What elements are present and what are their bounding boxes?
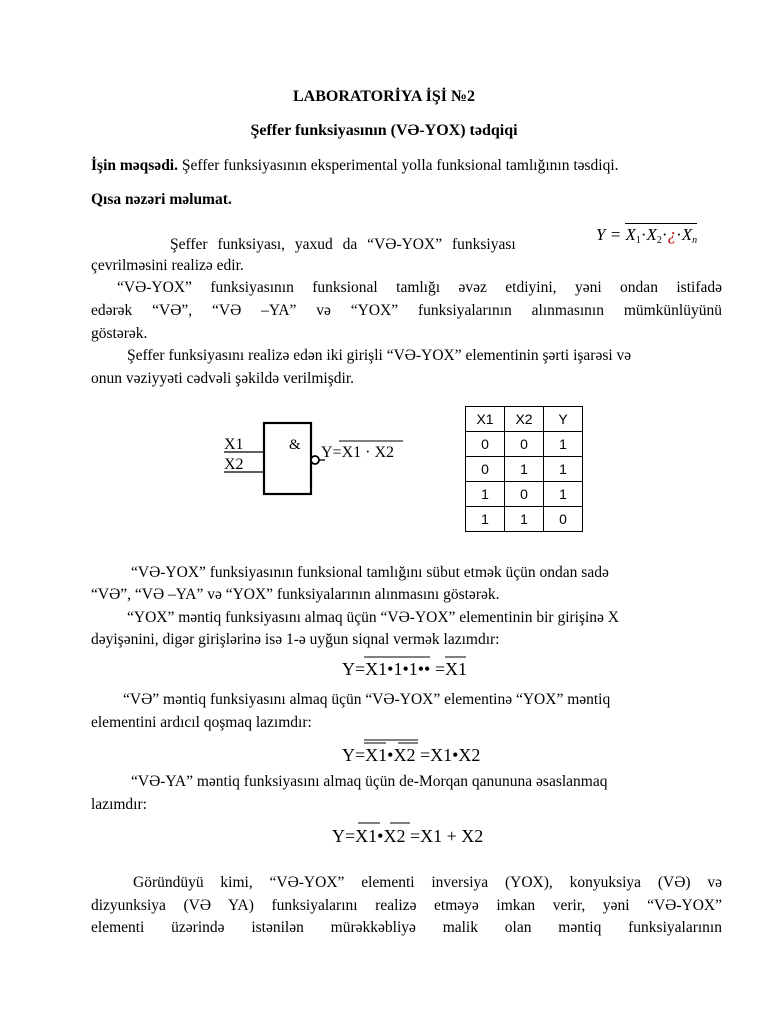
formula-lhs: Y = xyxy=(596,225,622,244)
table-row xyxy=(466,482,583,507)
p4-line1: “VƏ-YOX” funksiyasının funksional tamlığını sübut etmək üçün ondan sadə xyxy=(131,564,609,581)
p2-line2: edərək “VƏ”, “VƏ –YA” və “YOX” funksiyalarının alınmasının mümkünlüyünü xyxy=(91,302,722,319)
p3-line1: Şeffer funksiyasını realizə edən iki girişli “VƏ-YOX” elementinin şərti işarəsi və xyxy=(127,347,632,364)
gate-inversion-bubble xyxy=(311,456,319,464)
gate-and-symbol: & xyxy=(289,437,301,453)
truth-cell: 0 xyxy=(466,432,505,457)
formula-not-text: Y=X1•1•1•• =X1 xyxy=(342,659,468,679)
formula-and-text: Y=X1•X2 =X1•X2 xyxy=(342,745,481,765)
p1-line2: çevrilməsini realizə edir. xyxy=(91,257,244,274)
truth-cell: 1 xyxy=(544,432,583,457)
p6-line1: “VƏ” məntiq funksiyasını almaq üçün “VƏ-YOX” elementinə “YOX” məntiq xyxy=(123,691,611,708)
formula-subn: n xyxy=(692,235,698,246)
truth-header-y: Y xyxy=(544,407,583,432)
doc-title: LABORATORİYA İŞİ №2 xyxy=(292,88,476,105)
p1-line1: Şeffer funksiyası, yaxud da “VƏ-YOX” funksiyası xyxy=(170,236,516,253)
truth-cell: 1 xyxy=(466,482,505,507)
p8-line3: elementi üzərində istənilən mürəkkəbliyə malik olan məntiq funksiyalarının xyxy=(91,919,722,936)
p7-line1: “VƏ-YA” məntiq funksiyasını almaq üçün de-Morqan qanununa əsaslanmaq xyxy=(131,773,608,790)
p2-line3: göstərək. xyxy=(91,325,148,342)
table-row xyxy=(466,507,583,532)
formula-dot1: · xyxy=(640,225,647,244)
formula-and xyxy=(340,736,490,768)
table-row xyxy=(466,432,583,457)
p6-line2: elementini ardıcıl qoşmaq lazımdır: xyxy=(91,714,312,731)
p7-line2: lazımdır: xyxy=(91,796,147,813)
truth-table xyxy=(465,406,583,532)
formula-x1: X xyxy=(625,225,636,244)
sheffer-formula xyxy=(596,225,697,246)
formula-dot3: · xyxy=(676,225,682,244)
gate-input2-label: X2 xyxy=(224,456,244,473)
p2-line1: “VƏ-YOX” funksiyasının funksional tamlığı əvəz etdiyini, yəni ondan istifadə xyxy=(117,279,722,296)
nand-gate-diagram xyxy=(215,415,415,505)
p8-line1: Göründüyü kimi, “VƏ-YOX” elementi inversiya (YOX), konyuksiya (VƏ) və xyxy=(133,874,722,891)
p5-line1: “YOX” məntiq funksiyasını almaq üçün “VƏ-YOX” elementinin bir girişinə X xyxy=(127,609,620,626)
formula-sub1: 1 xyxy=(635,235,641,246)
formula-x2: X xyxy=(646,225,657,244)
p4-line2: “VƏ”, “VƏ –YA” və “YOX” funksiyalarının alınmasını göstərək. xyxy=(91,586,500,603)
formula-or xyxy=(330,818,500,850)
truth-table-header xyxy=(466,407,583,432)
truth-cell: 1 xyxy=(505,507,544,532)
formula-not xyxy=(340,652,480,682)
p3-line2: onun vəziyyəti cədvəli şəkildə verilmişdir. xyxy=(91,370,355,387)
purpose-text: Şeffer funksiyasının eksperimental yolla funksional tamlığının təsdiqi. xyxy=(178,157,619,174)
truth-cell: 1 xyxy=(544,482,583,507)
truth-cell: 0 xyxy=(466,457,505,482)
doc-subtitle: Şeffer funksiyasının (VƏ-YOX) tədqiqi xyxy=(250,122,518,139)
formula-unknown-glyph: ¿ xyxy=(667,225,677,244)
truth-cell: 1 xyxy=(505,457,544,482)
formula-sub2: 2 xyxy=(656,235,662,246)
truth-cell: 1 xyxy=(466,507,505,532)
theory-heading: Qısa nəzəri məlumat. xyxy=(91,191,232,208)
truth-header-x2: X2 xyxy=(505,407,544,432)
gate-body xyxy=(264,423,311,494)
formula-dot2: · xyxy=(661,225,668,244)
purpose-paragraph xyxy=(91,156,619,176)
p5-line2: dəyişənini, digər girişlərinə isə 1-ə uyğun siqnal vermək lazımdır: xyxy=(91,631,500,648)
table-row xyxy=(466,457,583,482)
truth-cell: 0 xyxy=(544,507,583,532)
p8-line2: dizyunksiya (VƏ YA) funksiyalarını realizə etməyə imkan verir, yəni “VƏ-YOX” xyxy=(91,897,722,914)
formula-xn: X xyxy=(681,225,693,244)
truth-header-x1: X1 xyxy=(466,407,505,432)
formula-overline-part xyxy=(625,223,697,244)
truth-cell: 0 xyxy=(505,482,544,507)
gate-input1-label: X1 xyxy=(224,436,244,453)
gate-output-label: Y=X1 · X2 xyxy=(321,444,395,461)
truth-cell: 1 xyxy=(544,457,583,482)
purpose-label: İşin məqsədi. xyxy=(91,157,178,174)
truth-cell: 0 xyxy=(505,432,544,457)
formula-or-text: Y=X1•X2 =X1 + X2 xyxy=(332,826,484,846)
